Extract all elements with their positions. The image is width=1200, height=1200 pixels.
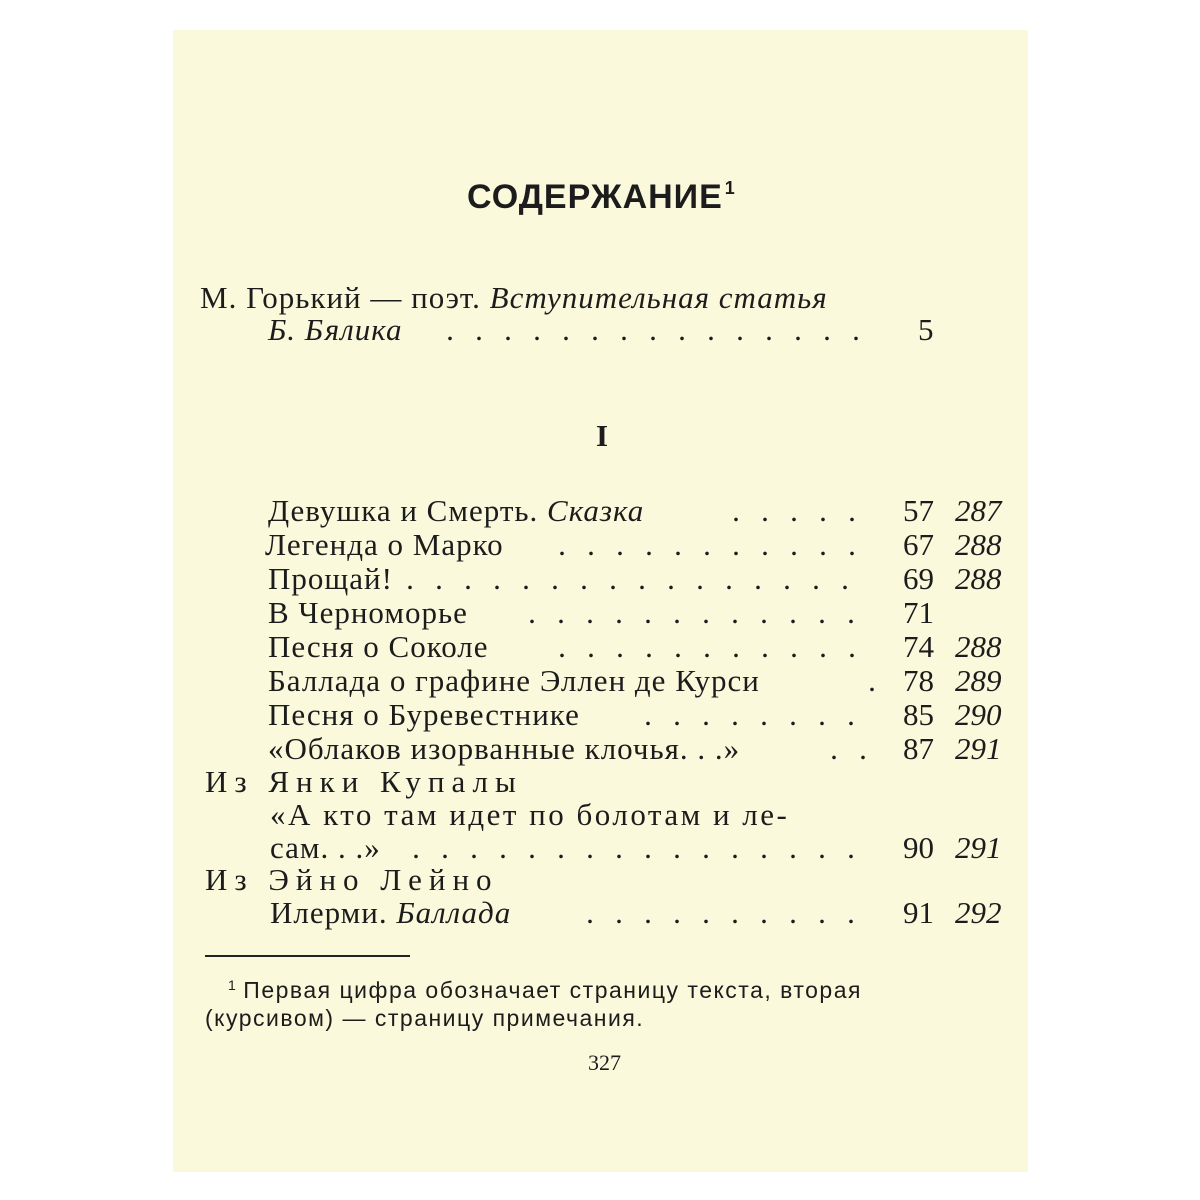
contents-title: СОДЕРЖАНИЕ $^1$ [467,178,736,216]
footnote-line-1: $^1$ Первая цифра обозначает страницу текста, вторая [228,977,862,1003]
leader-dots: . . . . . . . . . . [586,895,856,930]
leader-dots: . . . . . . . . . . . . . . . . [412,830,856,865]
toc-entry-title: Песня о Соколе [268,629,489,664]
toc-entry-note-page: 288 [955,527,1002,562]
title-footnote-marker: 1 [724,178,736,198]
toc-entry-title: Песня о Буревестнике [268,697,580,732]
toc-entry-page: 91 [903,895,934,930]
section-numeral: I [596,418,609,453]
intro-line-2: Б. Бялика [268,312,403,347]
leader-dots: . . . . . . . . . . . [558,629,857,664]
leader-dots: . . . . . [732,493,857,528]
toc-entry-title: Прощай! [268,561,393,596]
toc-entry-page: 78 [903,663,934,698]
toc-entry-note-page: 292 [955,895,1002,930]
intro-page: 5 [918,312,934,347]
toc-entry-page: 57 [903,493,934,528]
leader-dots: . . . . . . . . . . . . [528,595,856,630]
toc-entry-page: 90 [903,830,934,865]
page-number: 327 [588,1050,621,1075]
group-heading: Из Янки Купалы [205,764,523,799]
toc-entry-page: 87 [903,731,934,766]
toc-entry-title: Легенда о Марко [265,527,504,562]
leader-dots: . . . . . . . . . . . [558,527,857,562]
toc-entry-title: «Облаков изорванные клочья. . .» [268,731,741,766]
footnote-rule [205,955,410,957]
toc-entry-note-page: 288 [955,561,1002,596]
toc-entry-title-cont: сам. . .» [270,830,381,865]
toc-entry-page: 67 [903,527,934,562]
toc-entry-title: В Черноморье [268,595,468,630]
toc-entry-page: 85 [903,697,934,732]
leader-dots: . . . . . . . . [644,697,856,732]
toc-entry-title: «А кто там идет по болотам и ле- [270,797,790,832]
toc-entry-note-page: 291 [955,830,1002,865]
toc-entry-title: Илерми. Баллада [270,895,512,930]
leader-dots: . . [830,731,868,766]
toc-entry-note-page: 290 [955,697,1002,732]
toc-entry-page: 71 [903,595,934,630]
toc-entry-title: Баллада о графине Эллен де Курси [268,663,760,698]
toc-entry-note-page: 291 [955,731,1002,766]
toc-entry-note-page: 289 [955,663,1002,698]
toc-entry-note-page: 288 [955,629,1002,664]
footnote-line-2: (курсивом) — страницу примечания. [205,1005,645,1031]
leader-dots: . [868,663,877,698]
intro-line-1: М. Горький — поэт. Вступительная статья [200,280,828,315]
group-heading: Из Эйно Лейно [205,862,499,897]
toc-entry-title: Девушка и Смерть. Сказка [268,493,645,528]
toc-entry-note-page: 287 [955,493,1002,528]
toc-entry-page: 74 [903,629,934,664]
leader-dots: . . . . . . . . . . . . . . . [446,312,861,347]
toc-entry-page: 69 [903,561,934,596]
leader-dots: . . . . . . . . . . . . . . . . [406,561,850,596]
